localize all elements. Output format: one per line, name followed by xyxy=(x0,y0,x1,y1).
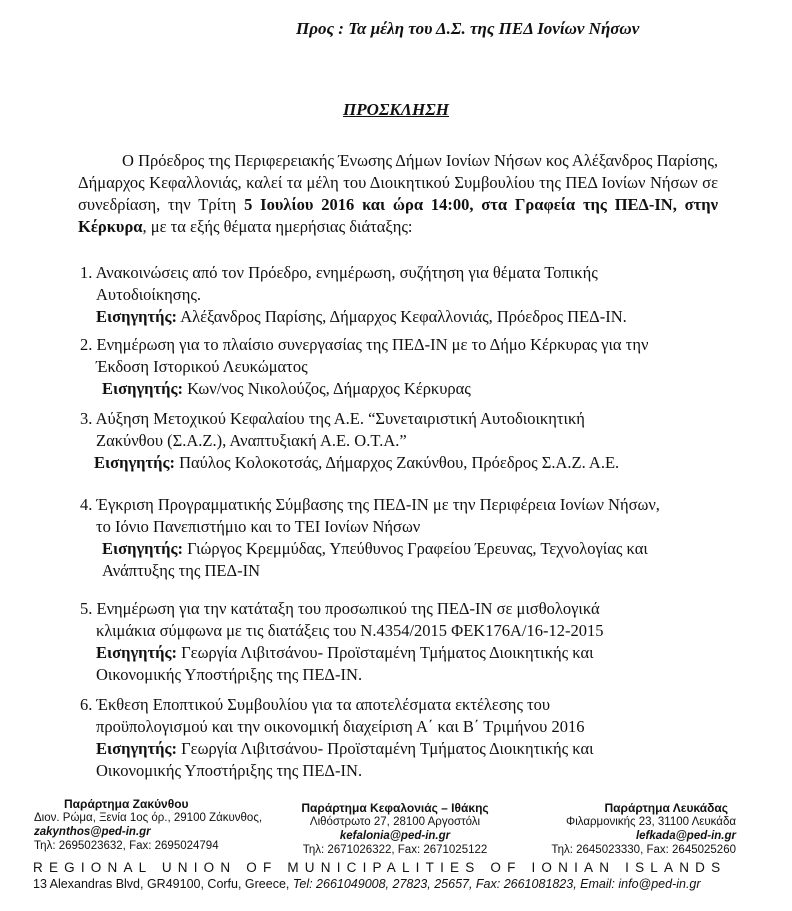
agenda-item-2 xyxy=(80,334,648,400)
branch-email[interactable]: zakynthos@ped-in.gr xyxy=(34,826,151,838)
agenda-item-5 xyxy=(80,598,603,686)
rapporteur-label: Εισηγητής: xyxy=(102,379,183,398)
item-line: Αυτοδιοίκησης. xyxy=(96,285,201,304)
agenda-item-1 xyxy=(80,262,627,328)
intro-text-2: , με τα εξής θέματα ημερήσιας διάταξης: xyxy=(142,217,413,236)
item-line: 4. Έγκριση Προγραμματικής Σύμβασης της ΠΕΔ-ΙΝ με την Περιφέρεια Ιονίων Νήσων, xyxy=(80,495,660,514)
organization-contact xyxy=(33,877,701,891)
item-line: 1. Ανακοινώσεις από τον Πρόεδρο, ενημέρωση, συζήτηση για θέματα Τοπικής xyxy=(80,263,598,282)
item-line: 6. Έκθεση Εποπτικού Συμβουλίου για τα αποτελέσματα εκτέλεσης του xyxy=(80,695,551,714)
rapporteur-name: Γεωργία Λιβιτσάνου- Προϊσταμένη Τμήματος Διοικητικής και xyxy=(177,739,594,758)
branch-name: Παράρτημα Ζακύνθου xyxy=(64,797,189,811)
item-line: το Ιόνιο Πανεπιστήμιο και το ΤΕΙ Ιονίων Νήσων xyxy=(96,517,421,536)
item-line: 3. Αύξηση Μετοχικού Κεφαλαίου της Α.Ε. “Συνεταιριστική Αυτοδιοικητική xyxy=(80,409,585,428)
rapporteur-name: Παύλος Κολοκοτσάς, Δήμαρχος Ζακύνθου, Πρόεδρος Σ.Α.Ζ. Α.Ε. xyxy=(175,453,620,472)
branch-address: Λιθόστρωτο 27, 28100 Αργοστόλι xyxy=(309,816,481,828)
document-title: ΠΡΟΣΚΛΗΣΗ xyxy=(342,100,450,119)
branch-address: Διον. Ρώμα, Ξενία 1ος όρ., 29100 Ζάκυνθος, xyxy=(34,812,263,824)
rapporteur-name: Οικονομικής Υποστήριξης της ΠΕΔ-ΙΝ. xyxy=(96,665,363,684)
branch-email[interactable]: lefkada@ped-in.gr xyxy=(635,830,736,842)
intro-text-1: Ο Πρόεδρος της Περιφερειακής Ένωσης Δήμων Ιονίων Νήσων κος Αλέξανδρος Παρίσης, Δήμαρχος Κεφαλλονιάς, καλεί τα μέλη του Διοικητικού Συμβουλίου της ΠΕΔ Ιονίων Νήσων σε συνεδρίαση, την Τρίτη xyxy=(78,151,718,214)
rapporteur-name: Γιώργος Κρεμμύδας, Υπεύθυνος Γραφείου Έρευνας, Τεχνολογίας και xyxy=(183,539,648,558)
intro-paragraph xyxy=(78,150,718,238)
rapporteur-label: Εισηγητής: xyxy=(96,739,177,758)
recipient-line: Προς : Τα μέλη του Δ.Σ. της ΠΕΔ Ιονίων Νήσων xyxy=(296,19,640,38)
branch-phone: Τηλ: 2671026322, Fax: 2671025122 xyxy=(302,844,488,856)
agenda-item-3 xyxy=(80,408,619,474)
item-line: Ζακύνθου (Σ.Α.Ζ.), Αναπτυξιακή Α.Ε. Ο.Τ.Α.” xyxy=(96,431,407,450)
item-line: κλιμάκια σύμφωνα με τις διατάξεις του Ν.4354/2015 ΦΕΚ176Α/16-12-2015 xyxy=(96,621,604,640)
rapporteur-name: Κων/νος Νικολούζος, Δήμαρχος Κέρκυρας xyxy=(183,379,471,398)
item-line: 5. Ενημέρωση για την κατάταξη του προσωπικού της ΠΕΔ-ΙΝ σε μισθολογικά xyxy=(80,599,600,618)
rapporteur-name: Οικονομικής Υποστήριξης της ΠΕΔ-ΙΝ. xyxy=(96,761,363,780)
branch-kefalonia xyxy=(280,801,510,857)
item-line: 2. Ενημέρωση για το πλαίσιο συνεργασίας της ΠΕΔ-ΙΝ με το Δήμο Κέρκυρας για την xyxy=(80,335,649,354)
rapporteur-label: Εισηγητής: xyxy=(96,643,177,662)
rapporteur-name: Γεωργία Λιβιτσάνου- Προϊσταμένη Τμήματος Διοικητικής και xyxy=(177,643,594,662)
branch-lefkada xyxy=(520,801,736,857)
branch-name: Παράρτημα Λευκάδας xyxy=(604,801,728,815)
rapporteur-label: Εισηγητής: xyxy=(96,307,177,326)
rapporteur-label: Εισηγητής: xyxy=(102,539,183,558)
item-line: Έκδοση Ιστορικού Λευκώματος xyxy=(96,357,308,376)
rapporteur-label: Εισηγητής: xyxy=(94,453,175,472)
branch-address: Φιλαρμονικής 23, 31100 Λευκάδα xyxy=(566,816,736,828)
rapporteur-name: Ανάπτυξης της ΠΕΔ-ΙΝ xyxy=(102,561,260,580)
branch-email[interactable]: kefalonia@ped-in.gr xyxy=(339,830,451,842)
branch-zakynthos xyxy=(34,797,262,853)
branch-phone: Τηλ: 2695023632, Fax: 2695024794 xyxy=(34,840,219,852)
agenda-item-6 xyxy=(80,694,594,782)
intro-date-place: 5 Ιουλίου 2016 και ώρα 14:00, στα Γραφεία της ΠΕΔ-ΙΝ, στην Κέρκυρα xyxy=(78,195,718,236)
agenda-item-4 xyxy=(80,494,660,582)
org-tel-fax-email: Tel: 2661049008, 27823, 25657, Fax: 2661081823, Email: info@ped-in.gr xyxy=(292,877,701,891)
organization-name: REGIONAL UNION OF MUNICIPALITIES OF IONIAN ISLANDS xyxy=(33,860,727,875)
rapporteur-name: Αλέξανδρος Παρίσης, Δήμαρχος Κεφαλλονιάς, Πρόεδρος ΠΕΔ-ΙΝ. xyxy=(177,307,627,326)
item-line: προϋπολογισμού και την οικονομική διαχείριση Α΄ και Β΄ Τριμήνου 2016 xyxy=(96,717,585,736)
branch-name: Παράρτημα Κεφαλονιάς – Ιθάκης xyxy=(301,801,489,815)
org-address: 13 Alexandras Blvd, GR49100, Corfu, Greece, xyxy=(33,877,293,891)
branch-phone: Τηλ: 2645023330, Fax: 2645025260 xyxy=(551,844,736,856)
